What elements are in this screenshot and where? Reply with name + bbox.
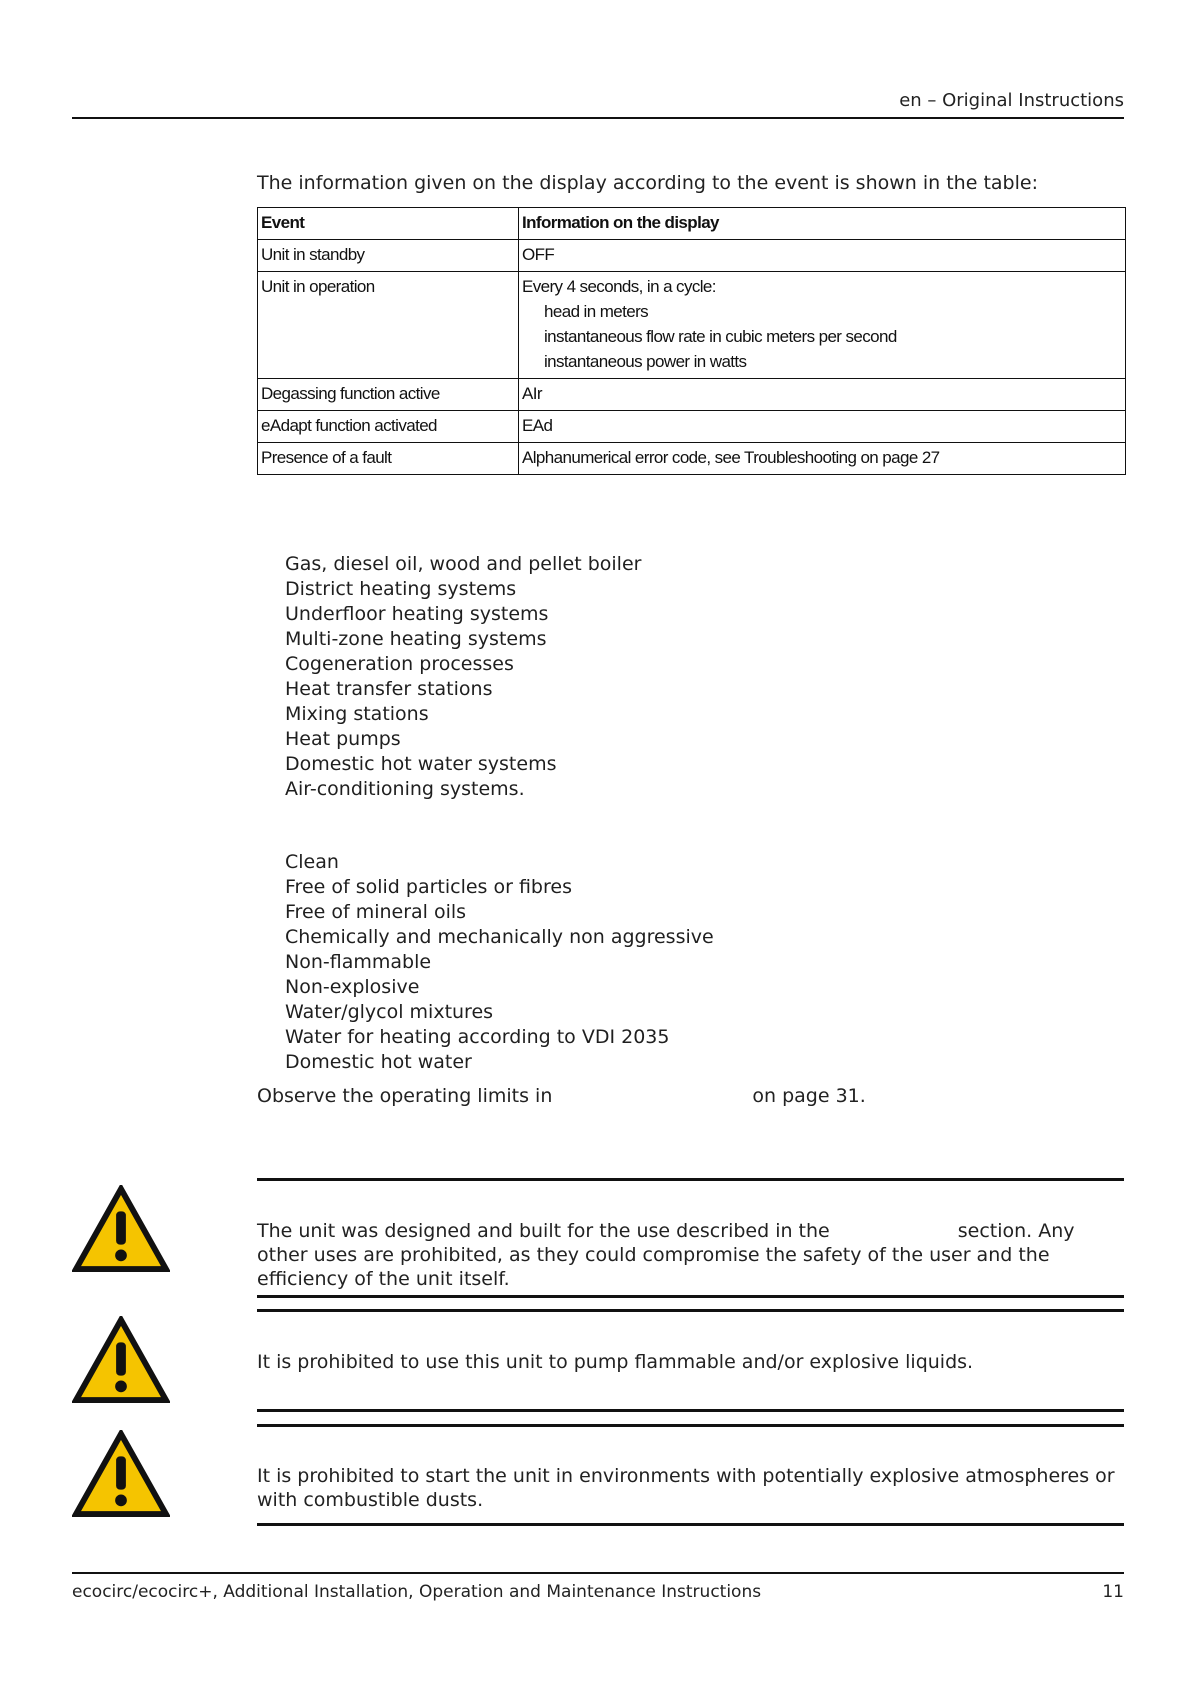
table-cell-info: Alphanumerical error code, see Troubleshooting on page 27 bbox=[519, 443, 1126, 475]
table-header-info: Information on the display bbox=[519, 208, 1126, 240]
table-cell-info: AIr bbox=[519, 379, 1126, 411]
table-cell-info: OFF bbox=[519, 240, 1126, 272]
list-item: Free of solid particles or fibres bbox=[285, 876, 572, 898]
warning-triangle-icon bbox=[72, 1185, 170, 1273]
warning-top-rule bbox=[257, 1309, 1124, 1312]
header-title: en – Original Instructions bbox=[899, 90, 1124, 111]
list-item: Mixing stations bbox=[285, 703, 429, 725]
list-item: Domestic hot water systems bbox=[285, 753, 557, 775]
list-item: Underfloor heating systems bbox=[285, 603, 549, 625]
observe-text-after: on page 31. bbox=[752, 1085, 866, 1107]
warning-triangle-icon bbox=[72, 1316, 170, 1404]
applications-list bbox=[285, 552, 641, 802]
table-header-event: Event bbox=[258, 208, 519, 240]
list-item: Water for heating according to VDI 2035 bbox=[285, 1026, 670, 1048]
header-divider bbox=[72, 117, 1124, 119]
liquids-list bbox=[285, 850, 714, 1075]
warning-text-before: The unit was designed and built for the use described in the bbox=[257, 1220, 830, 1242]
list-item: Gas, diesel oil, wood and pellet boiler bbox=[285, 553, 642, 575]
cycle-line: head in meters bbox=[544, 302, 649, 321]
list-item: Water/glycol mixtures bbox=[285, 1001, 494, 1023]
cycle-intro: Every 4 seconds, in a cycle: bbox=[522, 277, 716, 296]
event-display-table bbox=[257, 207, 1126, 475]
warning-text-flammable-liquids: It is prohibited to use this unit to pump flammable and/or explosive liquids. bbox=[257, 1351, 974, 1373]
observe-text-before: Observe the operating limits in bbox=[257, 1085, 553, 1107]
cycle-line: instantaneous flow rate in cubic meters per second bbox=[544, 327, 897, 346]
warning-top-rule bbox=[257, 1178, 1124, 1181]
list-item: Heat pumps bbox=[285, 728, 401, 750]
warning-bottom-rule bbox=[257, 1523, 1124, 1526]
warning-triangle-icon bbox=[72, 1430, 170, 1518]
table-row bbox=[258, 411, 1126, 443]
intro-text: The information given on the display according to the event is shown in the table: bbox=[257, 172, 1038, 194]
list-item: Non-explosive bbox=[285, 976, 420, 998]
list-item: Non-flammable bbox=[285, 951, 432, 973]
table-header-row bbox=[258, 208, 1126, 240]
table-cell-event: eAdapt function activated bbox=[258, 411, 519, 443]
list-item: Clean bbox=[285, 851, 339, 873]
list-item: Multi-zone heating systems bbox=[285, 628, 547, 650]
table-cell-event: Degassing function active bbox=[258, 379, 519, 411]
list-item: District heating systems bbox=[285, 578, 517, 600]
cycle-line: instantaneous power in watts bbox=[544, 352, 747, 371]
table-cell-event: Unit in standby bbox=[258, 240, 519, 272]
warning-text-after: section. Any other uses are prohibited, as they could compromise the safety of the user and the efficiency of the unit itself. bbox=[257, 1220, 1075, 1290]
list-item: Air-conditioning systems. bbox=[285, 778, 525, 800]
table-row bbox=[258, 240, 1126, 272]
list-item: Free of mineral oils bbox=[285, 901, 467, 923]
table-cell-info bbox=[519, 272, 1126, 379]
warning-bottom-rule bbox=[257, 1295, 1124, 1298]
footer-page-number: 11 bbox=[1102, 1582, 1124, 1602]
warning-top-rule bbox=[257, 1424, 1124, 1427]
table-cell-info: EAd bbox=[519, 411, 1126, 443]
warning-text-explosive-atmospheres: It is prohibited to start the unit in environments with potentially explosive atmospheres or with combustible dusts. bbox=[257, 1465, 1115, 1511]
table-row bbox=[258, 272, 1126, 379]
list-item: Domestic hot water bbox=[285, 1051, 472, 1073]
list-item: Chemically and mechanically non aggressive bbox=[285, 926, 714, 948]
table-cell-event: Presence of a fault bbox=[258, 443, 519, 475]
list-item: Heat transfer stations bbox=[285, 678, 493, 700]
table-row bbox=[258, 379, 1126, 411]
footer-divider bbox=[72, 1572, 1124, 1574]
warning-bottom-rule bbox=[257, 1409, 1124, 1412]
warning-text-intended-use bbox=[257, 1219, 1117, 1291]
table-cell-event: Unit in operation bbox=[258, 272, 519, 379]
operating-limits-note bbox=[257, 1085, 866, 1107]
list-item: Cogeneration processes bbox=[285, 653, 514, 675]
table-row bbox=[258, 443, 1126, 475]
footer-document-title: ecocirc/ecocirc+, Additional Installation, Operation and Maintenance Instructions bbox=[72, 1582, 762, 1602]
